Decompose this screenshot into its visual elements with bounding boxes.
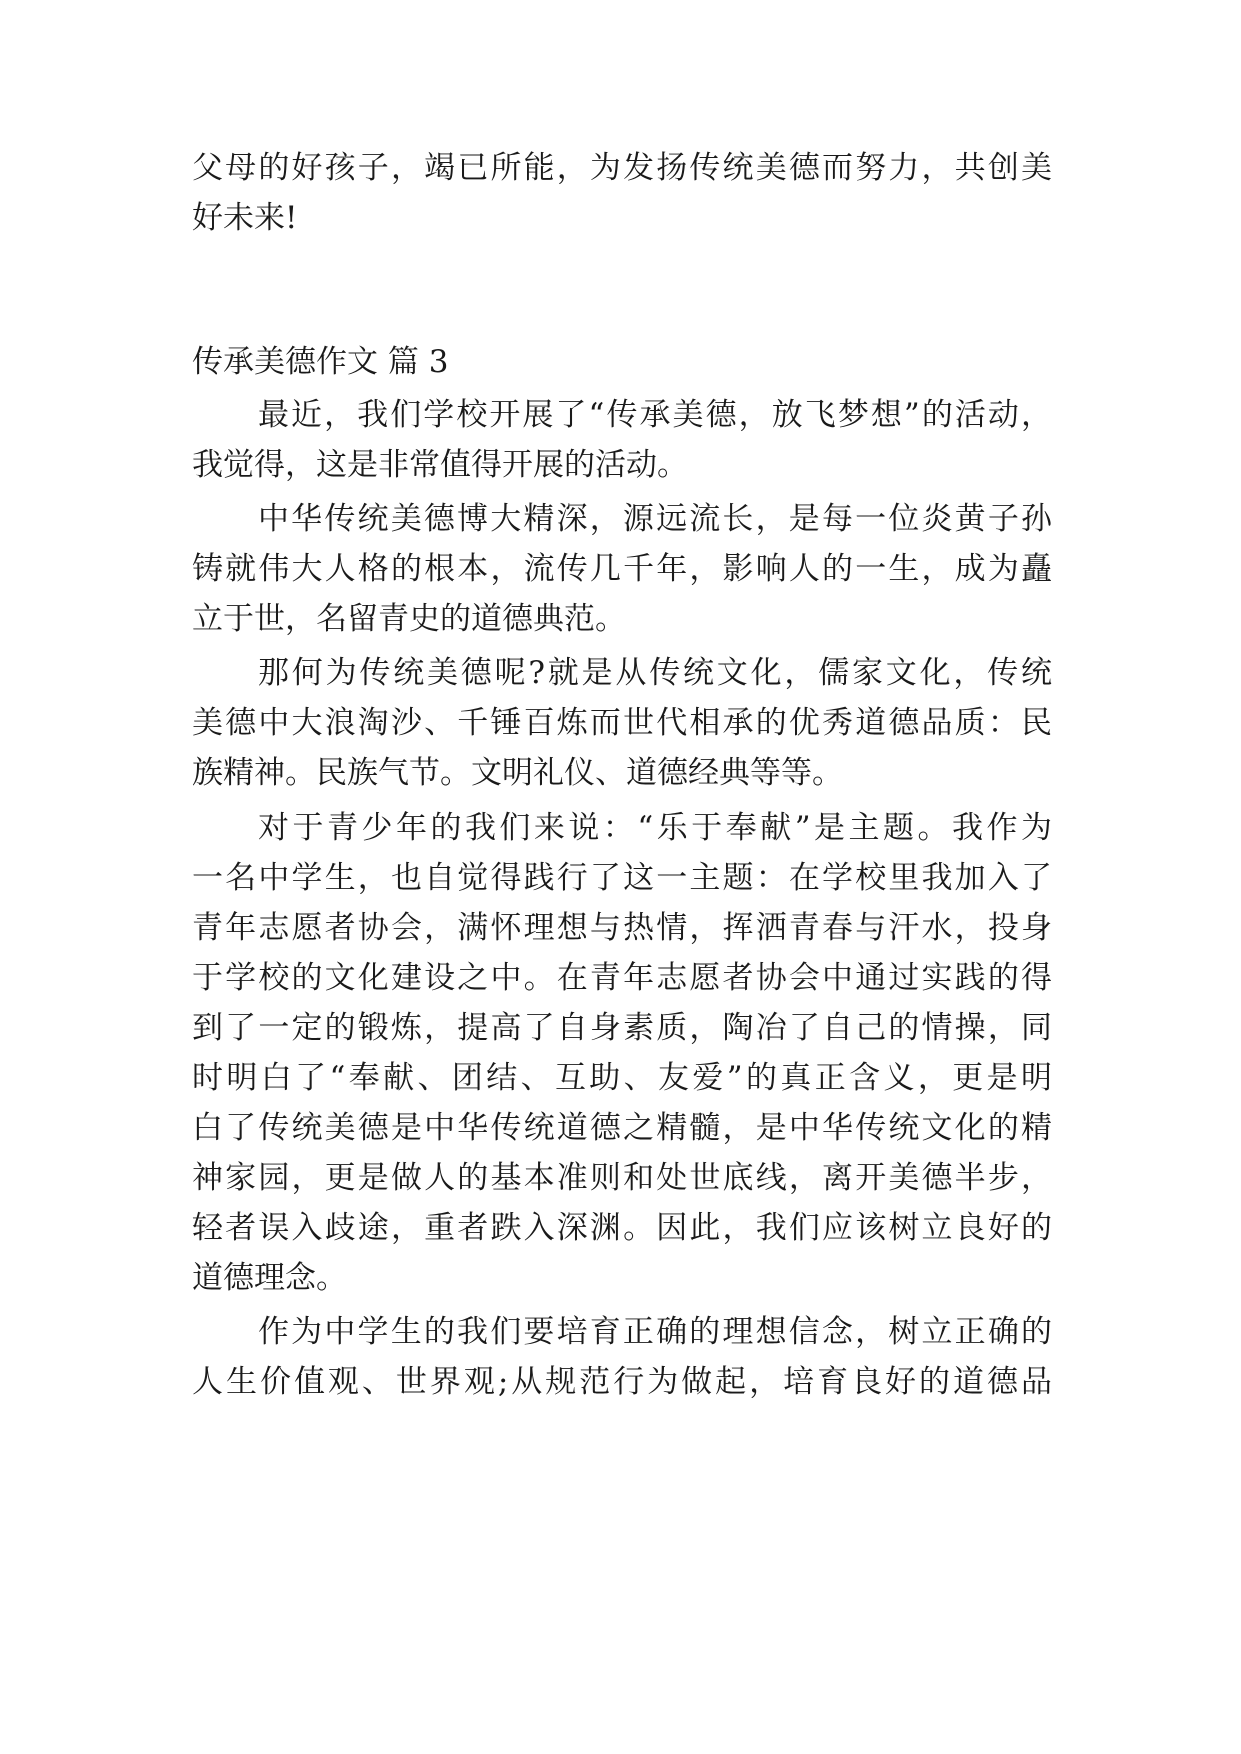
paragraph-2-line-3: 立于世，名留青史的道德典范。 (192, 601, 626, 637)
paragraph-4-line-5: 到了一定的锻炼，提高了自身素质，陶冶了自己的情操，同 (192, 1010, 1052, 1046)
paragraph-1-line-1: 最近，我们学校开展了“传承美德，放飞梦想”的活动， (258, 397, 1052, 433)
paragraph-4-line-1: 对于青少年的我们来说：“乐于奉献”是主题。我作为 (258, 810, 1052, 846)
paragraph-4-line-8: 神家园，更是做人的基本准则和处世底线，离开美德半步， (192, 1160, 1052, 1196)
paragraph-3-line-3: 族精神。民族气节。文明礼仪、道德经典等等。 (192, 755, 843, 791)
paragraph-5-line-2: 人生价值观、世界观;从规范行为做起，培育良好的道德品 (192, 1364, 1052, 1400)
paragraph-2-line-2: 铸就伟大人格的根本，流传几千年，影响人的一生，成为矗 (192, 551, 1052, 587)
paragraph-4-line-10: 道德理念。 (192, 1260, 347, 1296)
section-heading: 传承美德作文 篇 3 (192, 344, 449, 380)
paragraph-4-line-9: 轻者误入歧途，重者跌入深渊。因此，我们应该树立良好的 (192, 1210, 1052, 1246)
paragraph-4-line-6: 时明白了“奉献、团结、互助、友爱”的真正含义，更是明 (192, 1060, 1052, 1096)
paragraph-4-line-4: 于学校的文化建设之中。在青年志愿者协会中通过实践的得 (192, 960, 1052, 996)
continuation-line-2: 好未来! (192, 200, 298, 236)
paragraph-3-line-2: 美德中大浪淘沙、千锤百炼而世代相承的优秀道德品质：民 (192, 705, 1052, 741)
paragraph-4-line-2: 一名中学生，也自觉得践行了这一主题：在学校里我加入了 (192, 860, 1052, 896)
paragraph-4-line-7: 白了传统美德是中华传统道德之精髓，是中华传统文化的精 (192, 1110, 1052, 1146)
paragraph-5-line-1: 作为中学生的我们要培育正确的理想信念，树立正确的 (258, 1314, 1052, 1350)
paragraph-1-line-2: 我觉得，这是非常值得开展的活动。 (192, 447, 688, 483)
paragraph-3-line-1: 那何为传统美德呢?就是从传统文化，儒家文化，传统 (258, 655, 1052, 691)
paragraph-4-line-3: 青年志愿者协会，满怀理想与热情，挥洒青春与汗水，投身 (192, 910, 1052, 946)
continuation-line-1: 父母的好孩子，竭已所能，为发扬传统美德而努力，共创美 (192, 150, 1052, 186)
paragraph-2-line-1: 中华传统美德博大精深，源远流长，是每一位炎黄子孙 (258, 501, 1052, 537)
